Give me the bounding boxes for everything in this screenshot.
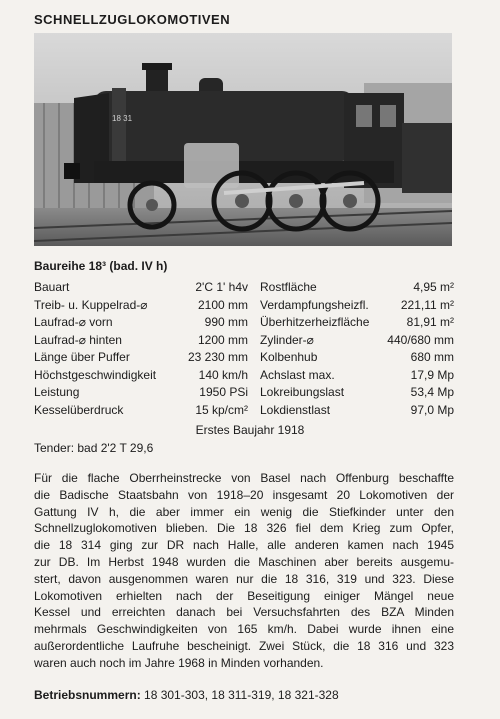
spec-right-label: Zylinder-⌀ (260, 332, 314, 347)
paragraph-line: Kessel und erreichten danach bei Versuchsfahrten des BZA Minden (34, 605, 454, 620)
spec-right-value: 4,95 m² (413, 280, 454, 294)
paragraph-line: stert, davon ausgenommen waren nur die 18 316, 319 und 323. Diese (34, 571, 454, 586)
spec-left-value: 23 230 mm (187, 350, 248, 364)
spec-right-label: Kolbenhub (260, 350, 318, 364)
spec-row (34, 279, 454, 297)
paragraph-line: Gattung IV h, die aber immer ein wenig die Stiefkinder unter den (34, 504, 454, 519)
paragraph-line: mehrmals Geschwindigkeiten von 165 km/h. Dabei wurde ihnen eine (34, 622, 454, 637)
spec-left-value: 15 kp/cm² (195, 402, 248, 417)
paragraph-line: die Badische Staatsbahn von 1918–20 insgesamt 20 Lokomotiven der (34, 487, 454, 502)
spec-left-label: Treib- u. Kuppelrad-⌀ (34, 297, 148, 312)
spec-row (34, 367, 454, 385)
operating-numbers-label: Betriebsnummern: (34, 688, 141, 702)
page-heading: SCHNELLZUGLOKOMOTIVEN (34, 12, 231, 27)
spec-left-label: Länge über Puffer (34, 350, 130, 364)
spec-row (34, 384, 454, 402)
locomotive-photo (34, 33, 452, 246)
paragraph-line: Für die flache Oberrheinstrecke von Basel nach Offenburg beschaffte (34, 471, 454, 485)
spec-left-label: Kesselüberdruck (34, 402, 124, 417)
spec-right-value: 81,91 m² (406, 315, 454, 329)
spec-right-label: Rostfläche (260, 280, 317, 294)
spec-row (34, 349, 454, 367)
spec-left-label: Leistung (34, 385, 80, 399)
spec-left-value: 2100 mm (197, 297, 248, 312)
series-title: Baureihe 18³ (bad. IV h) (34, 259, 168, 273)
spec-left-value: 990 mm (204, 315, 248, 329)
paragraph-line: außerordentliche Laufruhe bescheinigt. Zwei Stück, die 18 316 und 323 (34, 638, 454, 653)
paragraph-line: die 18 314 ging zur DR nach Halle, alle anderen kamen nach 1945 (34, 538, 454, 553)
description-text (34, 470, 454, 672)
spec-left-label: Laufrad-⌀ vorn (34, 315, 113, 329)
spec-left-label: Bauart (34, 280, 70, 294)
spec-row (34, 332, 454, 350)
spec-left-value: 140 km/h (198, 367, 248, 382)
spec-right-label: Lokreibungslast (260, 385, 345, 399)
spec-right-value: 680 mm (410, 350, 454, 364)
paragraph-line: waren auch noch im Jahre 1968 in Minden vorhanden. (34, 655, 324, 670)
operating-numbers-value: 18 301-303, 18 311-319, 18 321-328 (140, 688, 339, 702)
first-build-year: Erstes Baujahr 1918 (195, 423, 305, 437)
paragraph-line: zur DB. Im Herbst 1948 wurden die Maschinen aber bereits ausgemu- (34, 554, 454, 569)
spec-row (34, 402, 454, 420)
spec-right-value: 53,4 Mp (410, 385, 454, 399)
tender-info: Tender: bad 2'2 T 29,6 (34, 441, 154, 455)
paragraph-line: Lokomotiven erhielten nach der Beseitigung einiger Mängel neue (34, 588, 454, 603)
svg-text:18 31: 18 31 (112, 114, 133, 123)
spec-right-label: Lokdienstlast (260, 402, 331, 417)
spec-left-label: Laufrad-⌀ hinten (34, 332, 122, 347)
spec-row (34, 314, 454, 332)
spec-left-value: 1950 PSi (199, 385, 248, 399)
spec-left-label: Höchstgeschwindigkeit (34, 367, 157, 382)
spec-right-label: Achslast max. (260, 367, 335, 382)
spec-right-value: 221,11 m² (400, 297, 454, 312)
operating-numbers (34, 688, 339, 702)
spec-left-value: 1200 mm (197, 332, 248, 347)
spec-right-value: 440/680 mm (387, 332, 454, 347)
spec-row (34, 297, 454, 315)
spec-right-label: Verdampfungsheizfl. (260, 297, 369, 312)
spec-right-label: Überhitzerheizfläche (260, 315, 370, 329)
specifications-table (34, 279, 454, 419)
spec-left-value: 2'C 1' h4v (195, 280, 248, 294)
paragraph-line: Schnellzuglokomotiven blieben. Die 18 326 fiel dem Krieg zum Opfer, (34, 521, 454, 536)
spec-right-value: 17,9 Mp (410, 367, 454, 382)
spec-right-value: 97,0 Mp (410, 402, 454, 417)
